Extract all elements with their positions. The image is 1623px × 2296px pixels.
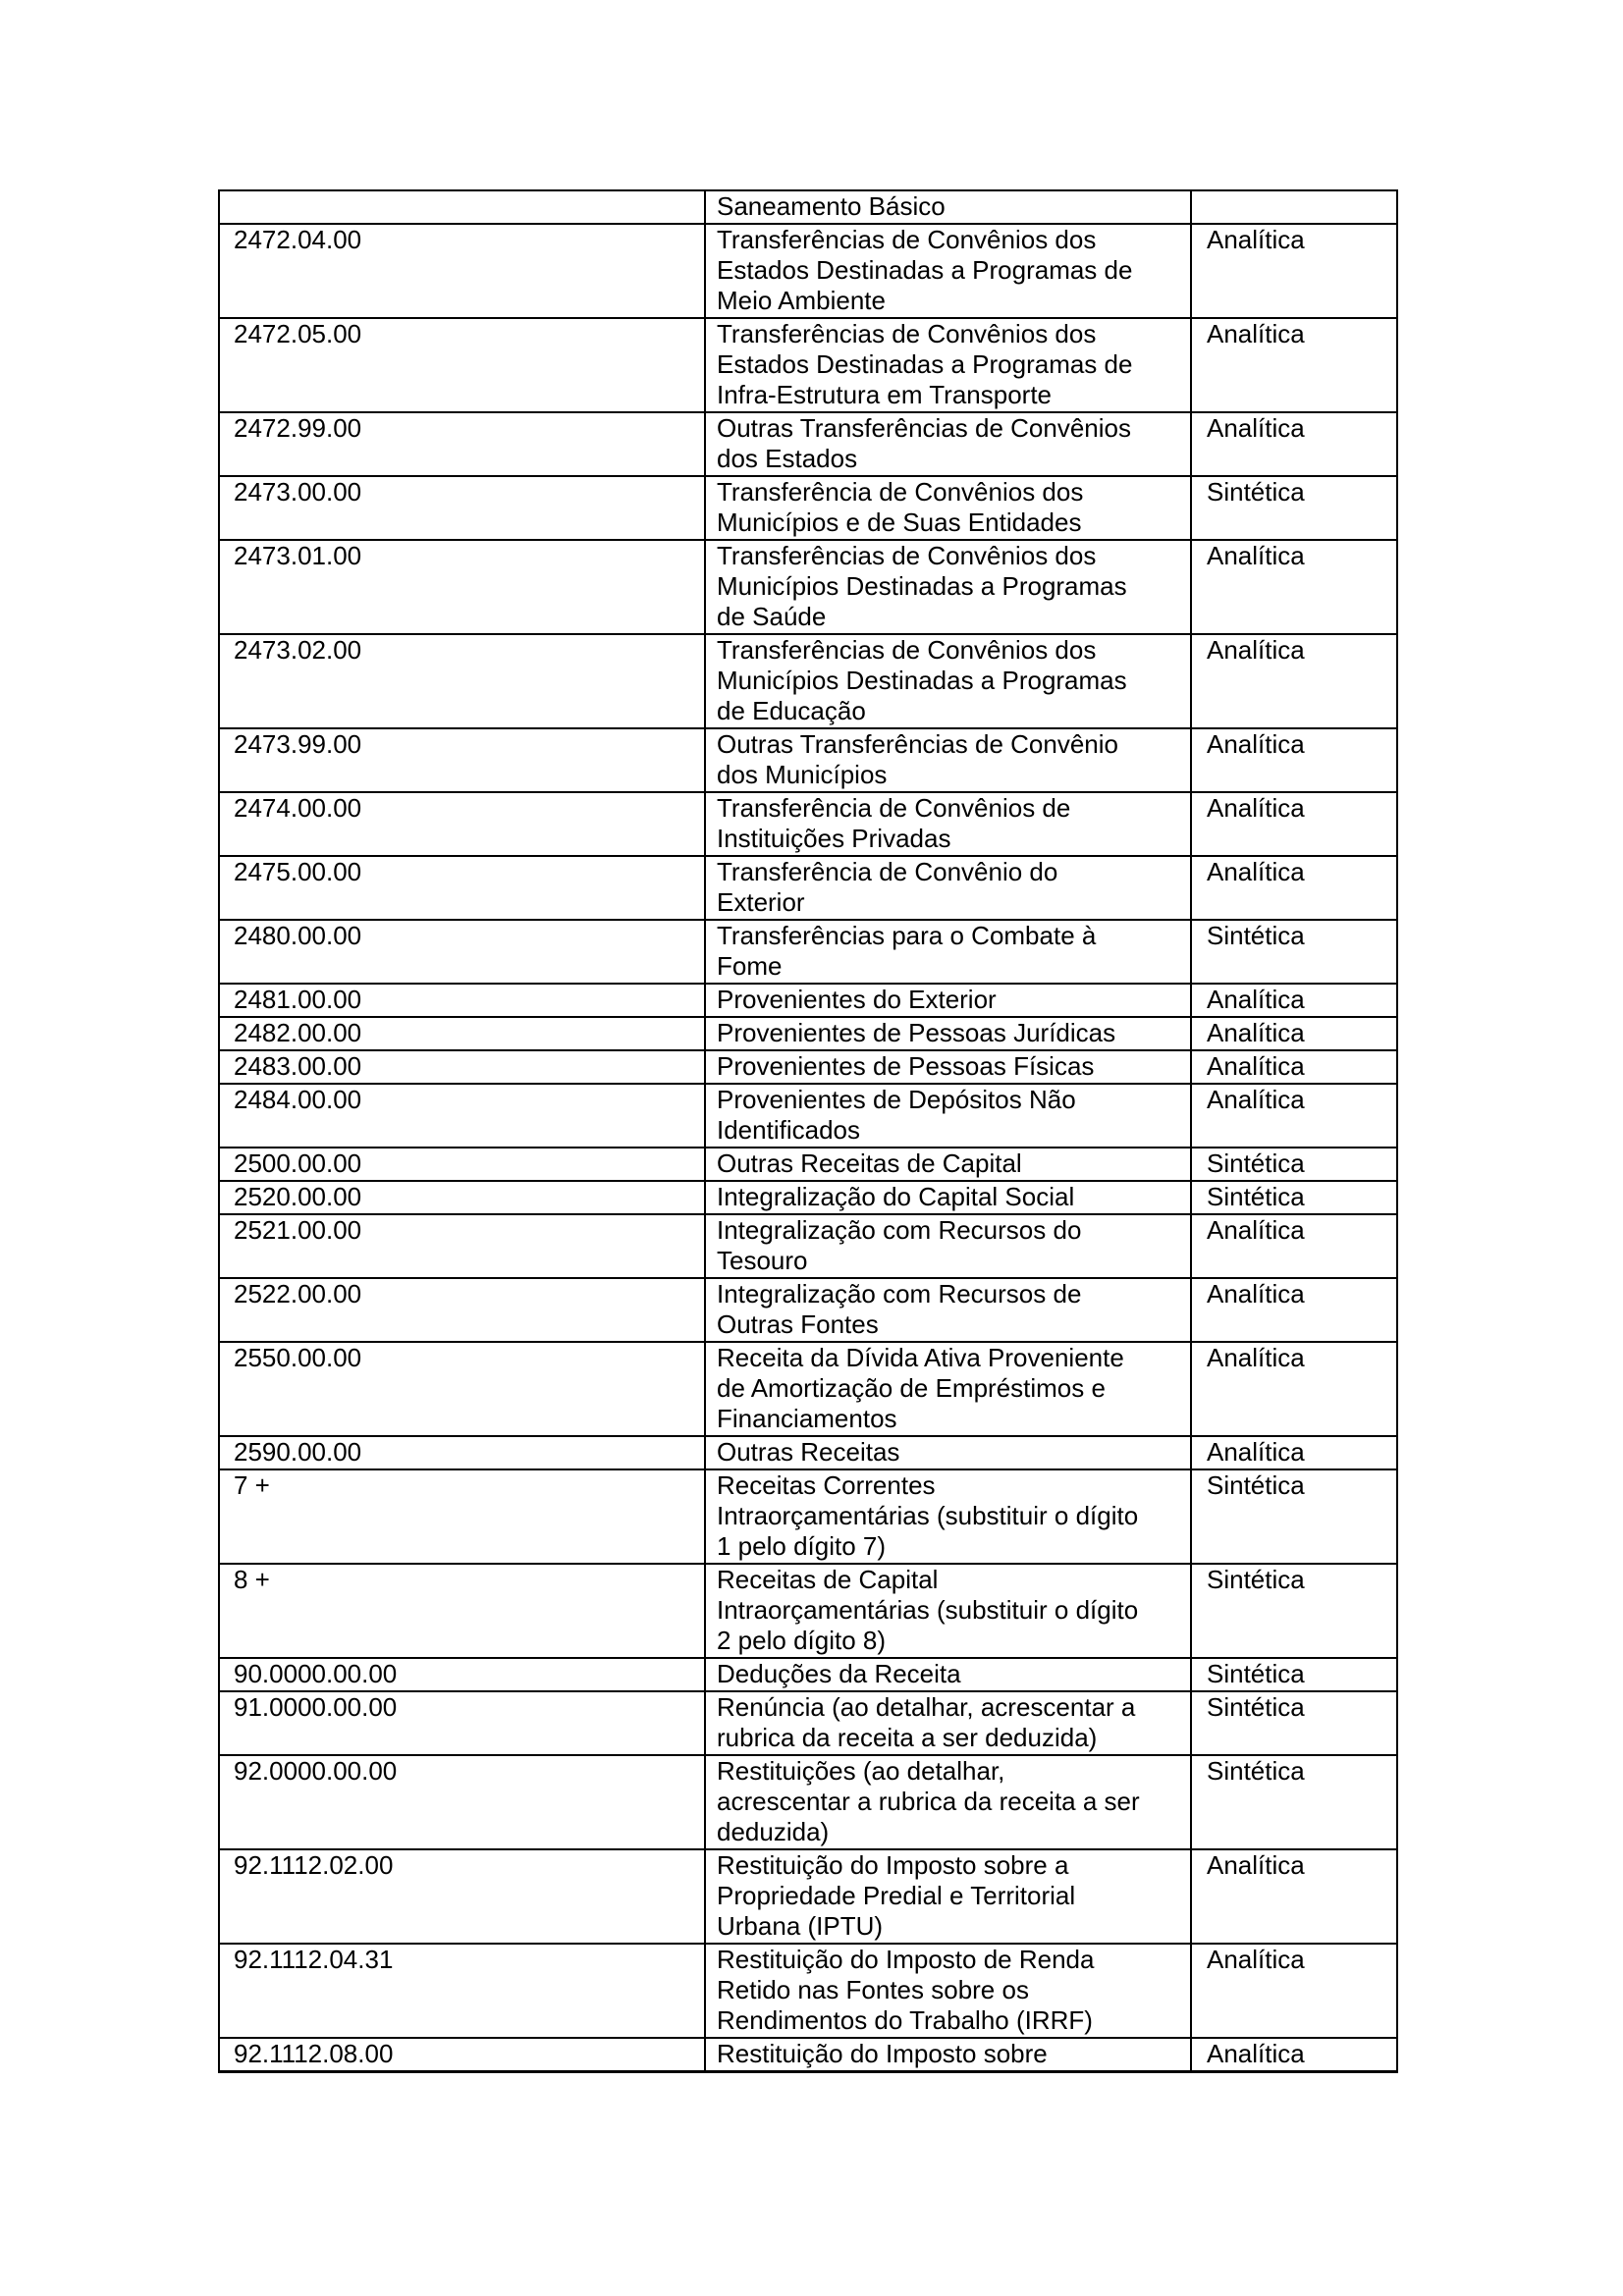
type-cell: Sintética [1191,1181,1397,1214]
type-cell: Analítica [1191,412,1397,476]
type-cell: Analítica [1191,1214,1397,1278]
code-cell: 2475.00.00 [219,856,705,920]
description-cell: Saneamento Básico [705,190,1191,224]
type-cell: Analítica [1191,540,1397,634]
type-cell: Analítica [1191,1050,1397,1084]
table-row [219,1181,1397,1214]
description-cell: Provenientes de Pessoas Físicas [705,1050,1191,1084]
table-row [219,476,1397,540]
description-cell: Transferência de Convênio do Exterior [705,856,1191,920]
description-cell: Transferências para o Combate à Fome [705,920,1191,984]
code-cell: 2484.00.00 [219,1084,705,1148]
table-row [219,1564,1397,1658]
type-cell: Analítica [1191,1342,1397,1436]
description-cell: Integralização com Recursos de Outras Fontes [705,1278,1191,1342]
type-cell: Analítica [1191,792,1397,856]
description-cell: Renúncia (ao detalhar, acrescentar a rubrica da receita a ser deduzida) [705,1691,1191,1755]
table-row [219,1469,1397,1564]
table-row [219,1658,1397,1691]
code-cell: 2522.00.00 [219,1278,705,1342]
type-cell: Analítica [1191,984,1397,1017]
description-cell: Provenientes do Exterior [705,984,1191,1017]
type-cell [1191,190,1397,224]
description-cell: Restituição do Imposto de Renda Retido nas Fontes sobre os Rendimentos do Trabalho (IRRF) [705,1944,1191,2038]
table-row [219,1278,1397,1342]
table-row [219,984,1397,1017]
description-cell: Integralização com Recursos do Tesouro [705,1214,1191,1278]
type-cell: Sintética [1191,1564,1397,1658]
code-cell: 2483.00.00 [219,1050,705,1084]
type-cell: Analítica [1191,856,1397,920]
revenue-table-body [219,190,1397,2072]
code-cell: 2472.05.00 [219,318,705,412]
code-cell: 2474.00.00 [219,792,705,856]
table-row [219,1436,1397,1469]
description-cell: Transferência de Convênios de Instituições Privadas [705,792,1191,856]
description-cell: Provenientes de Pessoas Jurídicas [705,1017,1191,1050]
type-cell: Analítica [1191,1849,1397,1944]
type-cell: Analítica [1191,1944,1397,2038]
table-row [219,2038,1397,2072]
table-row [219,412,1397,476]
code-cell: 2472.04.00 [219,224,705,318]
description-cell: Receitas de Capital Intraorçamentárias (substituir o dígito 2 pelo dígito 8) [705,1564,1191,1658]
description-cell: Transferências de Convênios dos Estados Destinadas a Programas de Meio Ambiente [705,224,1191,318]
type-cell: Sintética [1191,920,1397,984]
type-cell: Analítica [1191,318,1397,412]
description-cell: Transferências de Convênios dos Municípios Destinadas a Programas de Saúde [705,540,1191,634]
code-cell [219,190,705,224]
type-cell: Analítica [1191,1017,1397,1050]
code-cell: 2550.00.00 [219,1342,705,1436]
table-row [219,1944,1397,2038]
description-cell: Outras Transferências de Convênio dos Municípios [705,728,1191,792]
type-cell: Sintética [1191,1469,1397,1564]
table-row [219,1050,1397,1084]
type-cell: Analítica [1191,224,1397,318]
type-cell: Analítica [1191,728,1397,792]
code-cell: 2521.00.00 [219,1214,705,1278]
revenue-codes-table [218,189,1398,2073]
description-cell: Restituição do Imposto sobre [705,2038,1191,2072]
table-row [219,920,1397,984]
type-cell: Sintética [1191,1658,1397,1691]
description-cell: Receitas Correntes Intraorçamentárias (substituir o dígito 1 pelo dígito 7) [705,1469,1191,1564]
code-cell: 2472.99.00 [219,412,705,476]
type-cell: Analítica [1191,1084,1397,1148]
type-cell: Sintética [1191,1691,1397,1755]
type-cell: Analítica [1191,2038,1397,2072]
table-row [219,1755,1397,1849]
table-row [219,634,1397,728]
description-cell: Outras Receitas [705,1436,1191,1469]
code-cell: 92.1112.04.31 [219,1944,705,2038]
code-cell: 2500.00.00 [219,1148,705,1181]
type-cell: Sintética [1191,1755,1397,1849]
description-cell: Provenientes de Depósitos Não Identificados [705,1084,1191,1148]
description-cell: Outras Receitas de Capital [705,1148,1191,1181]
table-row [219,224,1397,318]
description-cell: Restituição do Imposto sobre a Propriedade Predial e Territorial Urbana (IPTU) [705,1849,1191,1944]
code-cell: 92.1112.02.00 [219,1849,705,1944]
code-cell: 8 + [219,1564,705,1658]
type-cell: Analítica [1191,1436,1397,1469]
description-cell: Transferências de Convênios dos Estados Destinadas a Programas de Infra-Estrutura em Transporte [705,318,1191,412]
description-cell: Restituições (ao detalhar, acrescentar a rubrica da receita a ser deduzida) [705,1755,1191,1849]
code-cell: 2473.02.00 [219,634,705,728]
code-cell: 92.1112.08.00 [219,2038,705,2072]
table-row [219,1691,1397,1755]
table-row [219,1342,1397,1436]
table-row [219,1148,1397,1181]
type-cell: Sintética [1191,1148,1397,1181]
code-cell: 2590.00.00 [219,1436,705,1469]
type-cell: Analítica [1191,1278,1397,1342]
description-cell: Receita da Dívida Ativa Proveniente de Amortização de Empréstimos e Financiamentos [705,1342,1191,1436]
type-cell: Analítica [1191,634,1397,728]
description-cell: Deduções da Receita [705,1658,1191,1691]
code-cell: 2473.01.00 [219,540,705,634]
description-cell: Transferências de Convênios dos Municípios Destinadas a Programas de Educação [705,634,1191,728]
description-cell: Outras Transferências de Convênios dos Estados [705,412,1191,476]
code-cell: 2520.00.00 [219,1181,705,1214]
table-row [219,540,1397,634]
code-cell: 92.0000.00.00 [219,1755,705,1849]
table-row [219,792,1397,856]
code-cell: 2473.99.00 [219,728,705,792]
table-row [219,728,1397,792]
table-row [219,1849,1397,1944]
code-cell: 2481.00.00 [219,984,705,1017]
table-row [219,1084,1397,1148]
code-cell: 90.0000.00.00 [219,1658,705,1691]
code-cell: 91.0000.00.00 [219,1691,705,1755]
table-row [219,318,1397,412]
table-row [219,190,1397,224]
description-cell: Transferência de Convênios dos Municípios e de Suas Entidades [705,476,1191,540]
code-cell: 2480.00.00 [219,920,705,984]
code-cell: 7 + [219,1469,705,1564]
table-row [219,1017,1397,1050]
code-cell: 2473.00.00 [219,476,705,540]
type-cell: Sintética [1191,476,1397,540]
table-row [219,1214,1397,1278]
table-row [219,856,1397,920]
description-cell: Integralização do Capital Social [705,1181,1191,1214]
code-cell: 2482.00.00 [219,1017,705,1050]
